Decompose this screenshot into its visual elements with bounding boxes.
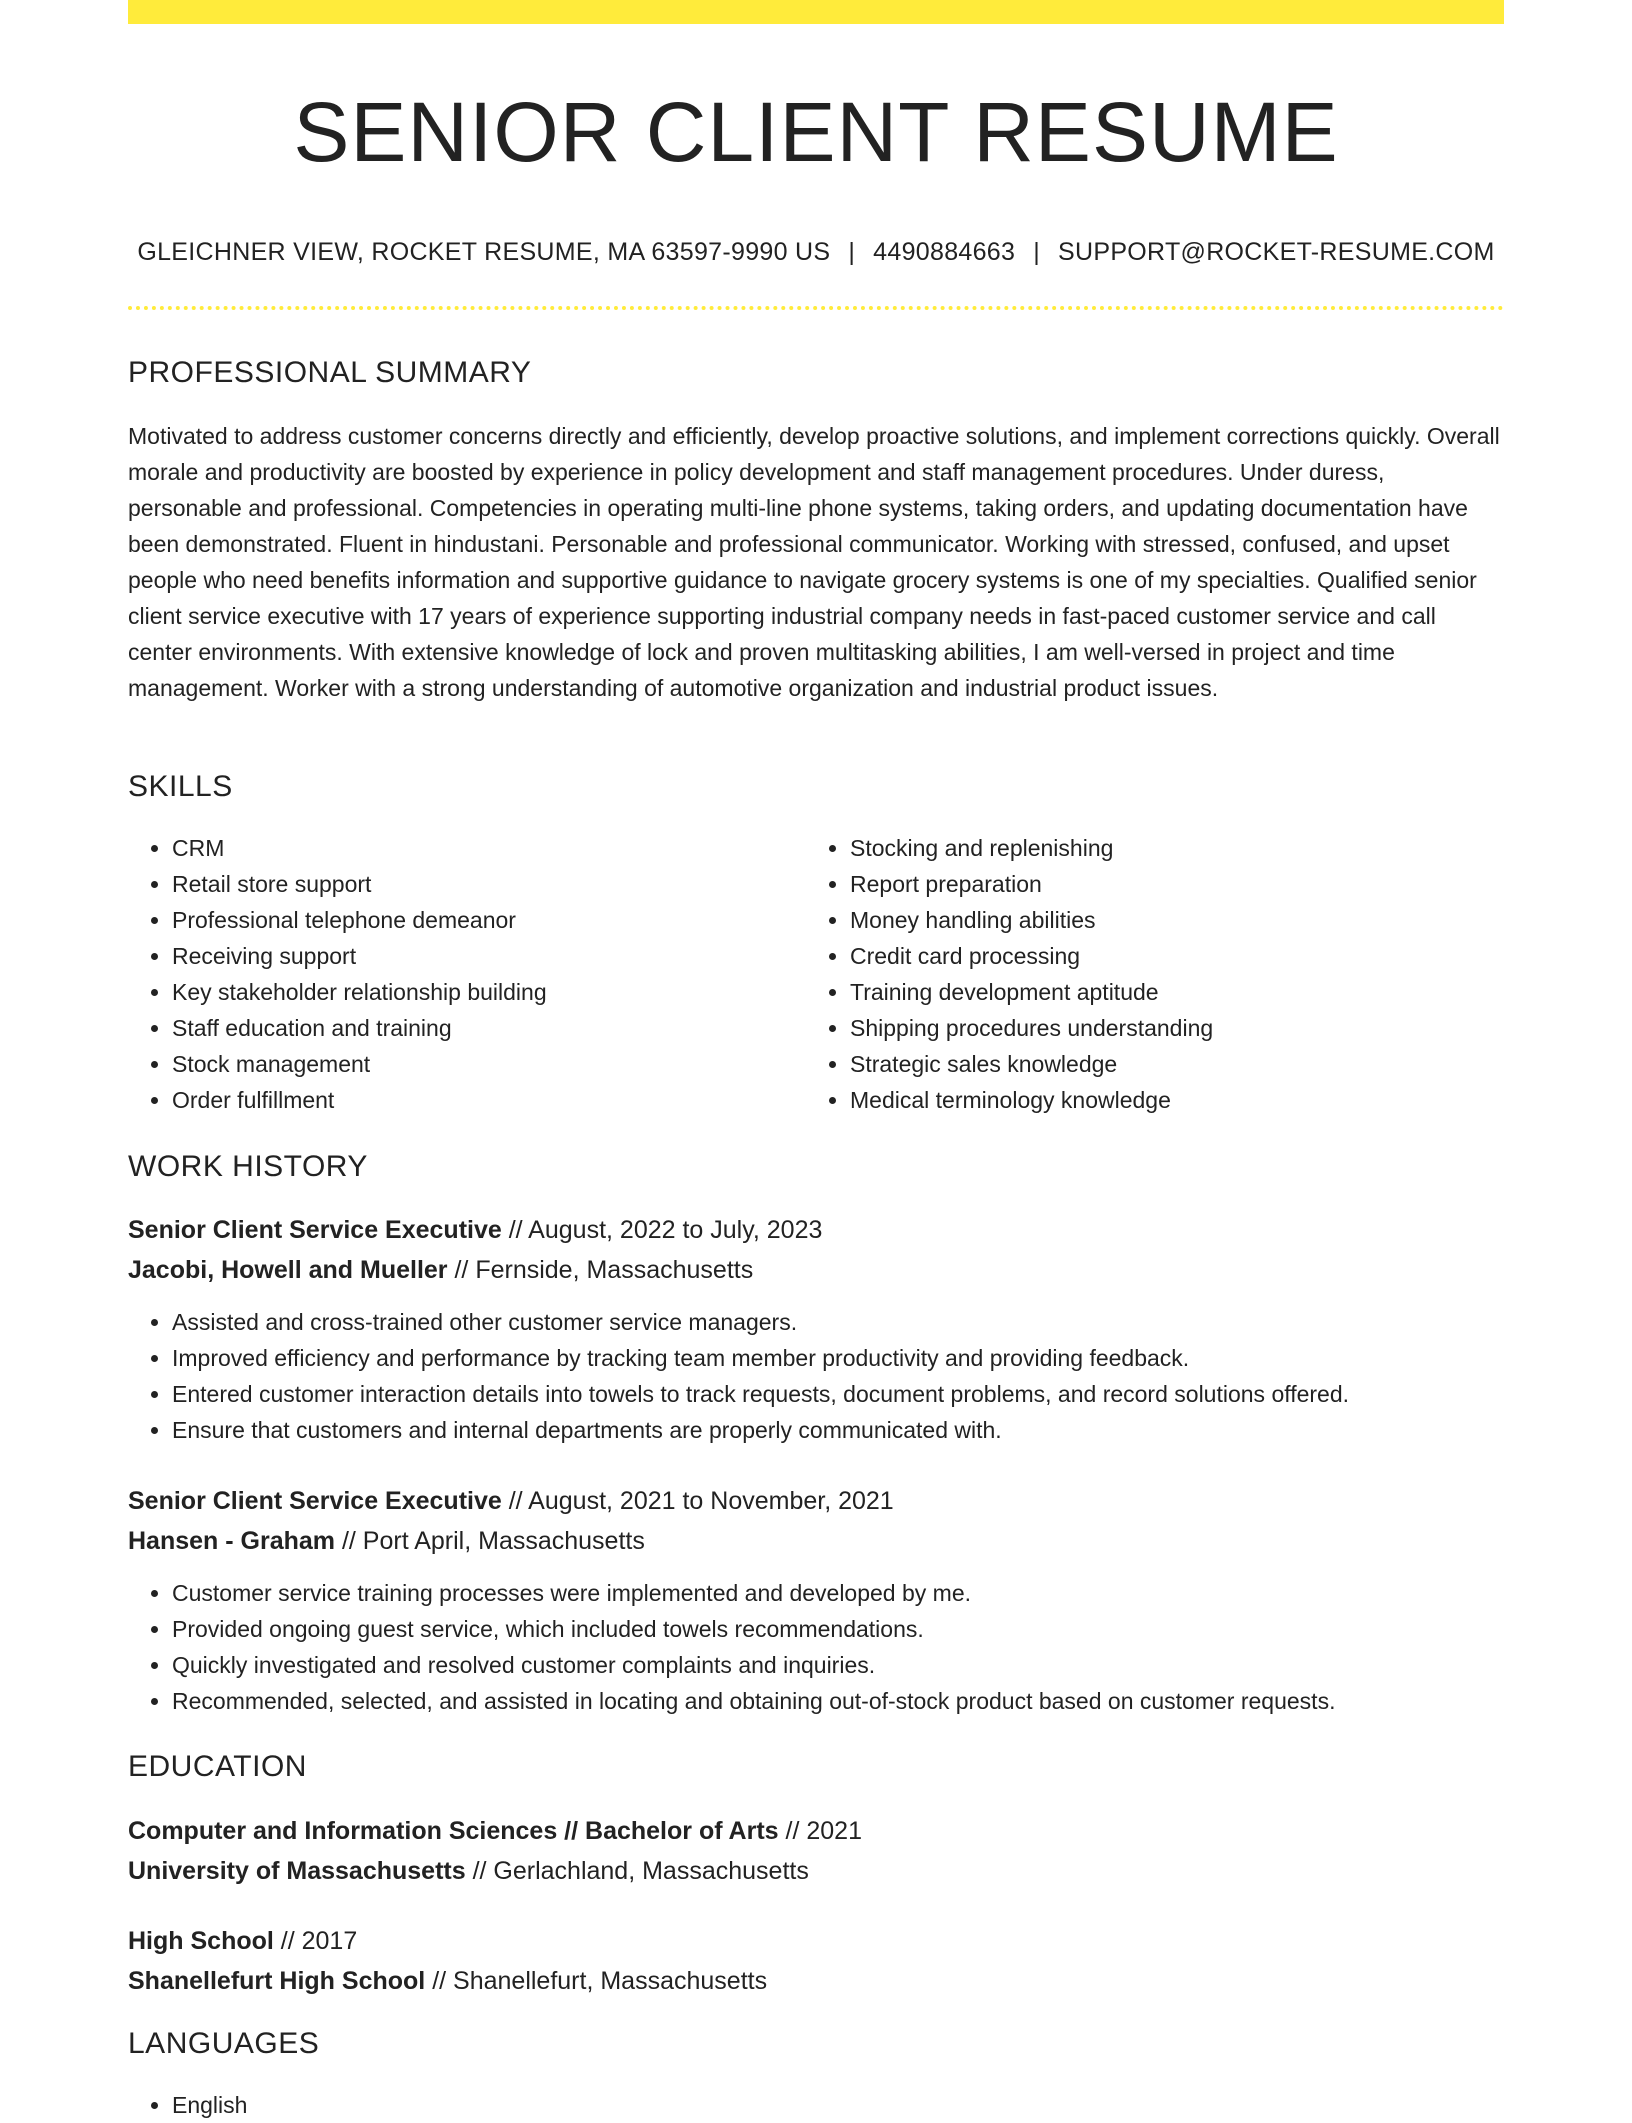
job-bullet: • Provided ongoing guest service, which included towels recommendations. — [172, 1611, 1504, 1647]
skills-heading: SKILLS — [128, 770, 233, 803]
skill-item: • Retail store support — [172, 866, 812, 902]
education-year: // 2017 — [273, 1927, 358, 1955]
skill-item: • Key stakeholder relationship building — [172, 974, 812, 1010]
skill-item: • Stocking and replenishing — [850, 830, 1490, 866]
job-company: Jacobi, Howell and Mueller — [128, 1256, 448, 1284]
education-school-line — [128, 1961, 1504, 2001]
education-school: University of Massachusetts — [128, 1857, 466, 1885]
dotted-divider — [128, 306, 1504, 310]
education-school: Shanellefurt High School — [128, 1967, 426, 1995]
education-degree-line — [128, 1811, 1504, 1851]
education-degree-line — [128, 1921, 1504, 1961]
job-bullet: • Customer service training processes were implemented and developed by me. — [172, 1575, 1504, 1611]
summary-heading: PROFESSIONAL SUMMARY — [128, 356, 532, 389]
skill-item: • Stock management — [172, 1046, 812, 1082]
job-dates: // August, 2021 to November, 2021 — [501, 1487, 894, 1515]
skill-item: • Shipping procedures understanding — [850, 1010, 1490, 1046]
resume-name: SENIOR CLIENT RESUME — [293, 85, 1339, 179]
education-entry — [128, 1811, 1504, 1891]
education-year: // 2021 — [778, 1817, 862, 1845]
job-dates: // August, 2022 to July, 2023 — [501, 1216, 823, 1244]
skill-item: • Strategic sales knowledge — [850, 1046, 1490, 1082]
skill-item: • Report preparation — [850, 866, 1490, 902]
education-degree: Computer and Information Sciences // Bachelor of Arts — [128, 1817, 779, 1845]
job-company-line — [128, 1521, 1504, 1561]
job-bullet: • Entered customer interaction details into towels to track requests, document problems, and record solutions offered. — [172, 1376, 1504, 1412]
skill-item: • Order fulfillment — [172, 1082, 812, 1118]
job-bullet: • Quickly investigated and resolved customer complaints and inquiries. — [172, 1647, 1504, 1683]
work-history-heading: WORK HISTORY — [128, 1150, 368, 1183]
education-school-line — [128, 1851, 1504, 1891]
job-bullets — [128, 1575, 1504, 1719]
skill-item: • CRM — [172, 830, 812, 866]
skill-item: • Professional telephone demeanor — [172, 902, 812, 938]
contact-separator: | — [1033, 238, 1041, 266]
skill-item: • Money handling abilities — [850, 902, 1490, 938]
contact-phone[interactable]: 4490884663 — [873, 238, 1016, 266]
education-heading: EDUCATION — [128, 1750, 307, 1783]
job-title-line — [128, 1481, 1504, 1521]
job-location: // Port April, Massachusetts — [335, 1527, 645, 1555]
education-location: // Shanellefurt, Massachusetts — [425, 1967, 768, 1995]
education-entry — [128, 1921, 1504, 2001]
job-bullet: • Recommended, selected, and assisted in locating and obtaining out-of-stock product based on customer requests. — [172, 1683, 1504, 1719]
job-entry — [128, 1210, 1504, 1448]
job-bullets — [128, 1304, 1504, 1448]
job-bullet: • Assisted and cross-trained other customer service managers. — [172, 1304, 1504, 1340]
contact-line — [128, 238, 1504, 267]
contact-email[interactable]: SUPPORT@ROCKET-RESUME.COM — [1058, 238, 1495, 266]
language-item: • English — [172, 2087, 1548, 2123]
contact-address: GLEICHNER VIEW, ROCKET RESUME, MA 63597-9990 US — [137, 238, 831, 266]
job-company: Hansen - Graham — [128, 1527, 336, 1555]
skill-item: • Staff education and training — [172, 1010, 812, 1046]
job-entry — [128, 1481, 1504, 1719]
job-bullet: • Improved efficiency and performance by tracking team member productivity and providing feedback. — [172, 1340, 1504, 1376]
accent-top-bar — [128, 0, 1504, 24]
job-location: // Fernside, Massachusetts — [447, 1256, 754, 1284]
skills-list-right — [806, 830, 1490, 1118]
summary-text: Motivated to address customer concerns directly and efficiently, develop proactive solutions, and implement corrections quickly. Overall morale and productivity are boosted by experience in policy development and staff management procedures. Under duress, personable and professional. Competencies in operating multi-line phone systems, taking orders, and updating documentation have been demonstrated. Fluent in hindustani. Personable and professional communicator. Working with stressed, confused, and upset people who need benefits information and supportive guidance to navigate grocery systems is one of my specialties. Qualified senior client service executive with 17 years of experience supporting industrial company needs in fast-paced customer service and call center environments. With extensive knowledge of lock and proven multitasking abilities, I am well-versed in project and time management. Worker with a strong understanding of automotive organization and industrial product issues. — [128, 423, 1500, 701]
job-bullet: • Ensure that customers and internal departments are properly communicated with. — [172, 1412, 1504, 1448]
skill-item: • Medical terminology knowledge — [850, 1082, 1490, 1118]
contact-separator: | — [848, 238, 856, 266]
languages-list — [128, 2087, 1548, 2123]
education-degree: High School — [128, 1927, 274, 1955]
skills-list-left — [128, 830, 812, 1118]
job-company-line — [128, 1250, 1504, 1290]
education-location: // Gerlachland, Massachusetts — [465, 1857, 809, 1885]
skill-item: • Training development aptitude — [850, 974, 1490, 1010]
skill-item: • Receiving support — [172, 938, 812, 974]
job-role: Senior Client Service Executive — [128, 1487, 502, 1515]
job-title-line — [128, 1210, 1504, 1250]
skill-item: • Credit card processing — [850, 938, 1490, 974]
languages-heading: LANGUAGES — [128, 2027, 320, 2060]
job-role: Senior Client Service Executive — [128, 1216, 502, 1244]
